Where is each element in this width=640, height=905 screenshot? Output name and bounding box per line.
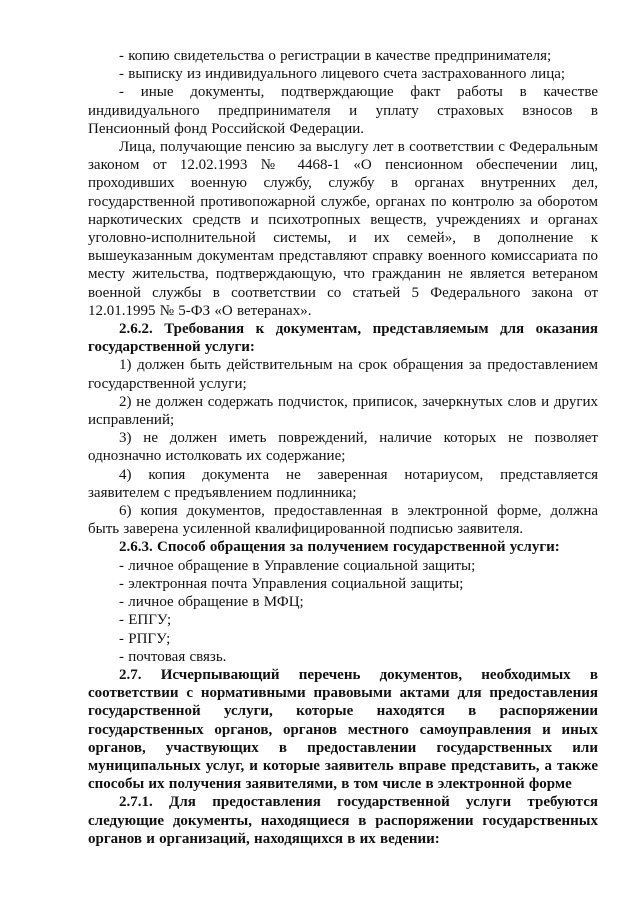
section-heading-2-6-3: 2.6.3. Способ обращения за получением государственной услуги: [119,539,560,556]
list-item-other-documents: - иные документы, подтверждающие факт работы в качестве индивидуального предпринимателя и уплату страховых взносов в Пенсионный фонд Российской Федерации. [88,84,598,137]
requirement-item-2: 2) не должен содержать подчисток, приписок, зачеркнутых слов и других исправлений; [88,393,598,429]
requirement-item-6: 6) копия документов, предоставленная в электронной форме, должна быть заверена усиленной квалифицированной подписью заявителя. [88,503,598,538]
method-item-mfc: - личное обращение в МФЦ; [119,594,304,611]
paragraph-pension-recipients: Лица, получающие пенсию за выслугу лет в соответствии с Федеральным законом от 12.02.1993 № 4468-1 «О пенсионном обеспечении лиц, проходивших военную службу, службу в органах внутренних дел, государственной противопожарной службе, органах по контролю за оборотом наркотических средств и психотропных веществ, учреждениях и органах уголовно-исполнительной системы, и их семей», в дополнение к вышеуказанным документам представляют справку военного комиссариата по месту жительства, подтверждающую, что гражданин не является ветераном военной службы в соответствии со статьей 5 Федерального закона от 12.01.1995 № 5-ФЗ «О ветеранах». [88,139,598,319]
list-item-registration-certificate: - копию свидетельства о регистрации в качестве предпринимателя; [119,48,552,64]
method-item-post: - почтовая связь. [119,648,227,665]
method-item-epgu: - ЕПГУ; [119,612,172,629]
section-heading-2-7: 2.7. Исчерпывающий перечень документов, необходимых в соответствии с нормативными правовыми актами для предоставления государственной услуги, которые находятся в распоряжении государственных органов, органов местного самоуправления и иных органов, участвующих в предоставлении государственных или муниципальных услуг, и которые заявитель вправе представить, а также способы их получения заявителями, в том числе в электронной форме [88,666,598,793]
requirement-item-4: 4) копия документа не заверенная нотариусом, представляется заявителем с предъявлением подлинника; [88,466,598,501]
section-heading-2-6-2: 2.6.2. Требования к документам, представляемым для оказания государственной услуги: [88,321,598,356]
requirement-item-1: 1) должен быть действительным на срок обращения за предоставлением государственной услуги; [88,357,598,392]
method-item-personal-visit: - личное обращение в Управление социальной защиты; [119,557,476,574]
method-item-rpgu: - РПГУ; [119,630,171,647]
requirement-item-3: 3) не должен иметь повреждений, наличие которых не позволяет однозначно истолковать их содержание; [88,430,598,465]
list-item-account-statement: - выписку из индивидуального лицевого счета застрахованного лица; [119,66,566,83]
section-heading-2-7-1: 2.7.1. Для предоставления государственной услуги требуются следующие документы, находящиеся в распоряжении государственных органов и организаций, находящихся в их ведении: [88,794,598,847]
method-item-email: - электронная почта Управления социальной защиты; [119,575,464,592]
